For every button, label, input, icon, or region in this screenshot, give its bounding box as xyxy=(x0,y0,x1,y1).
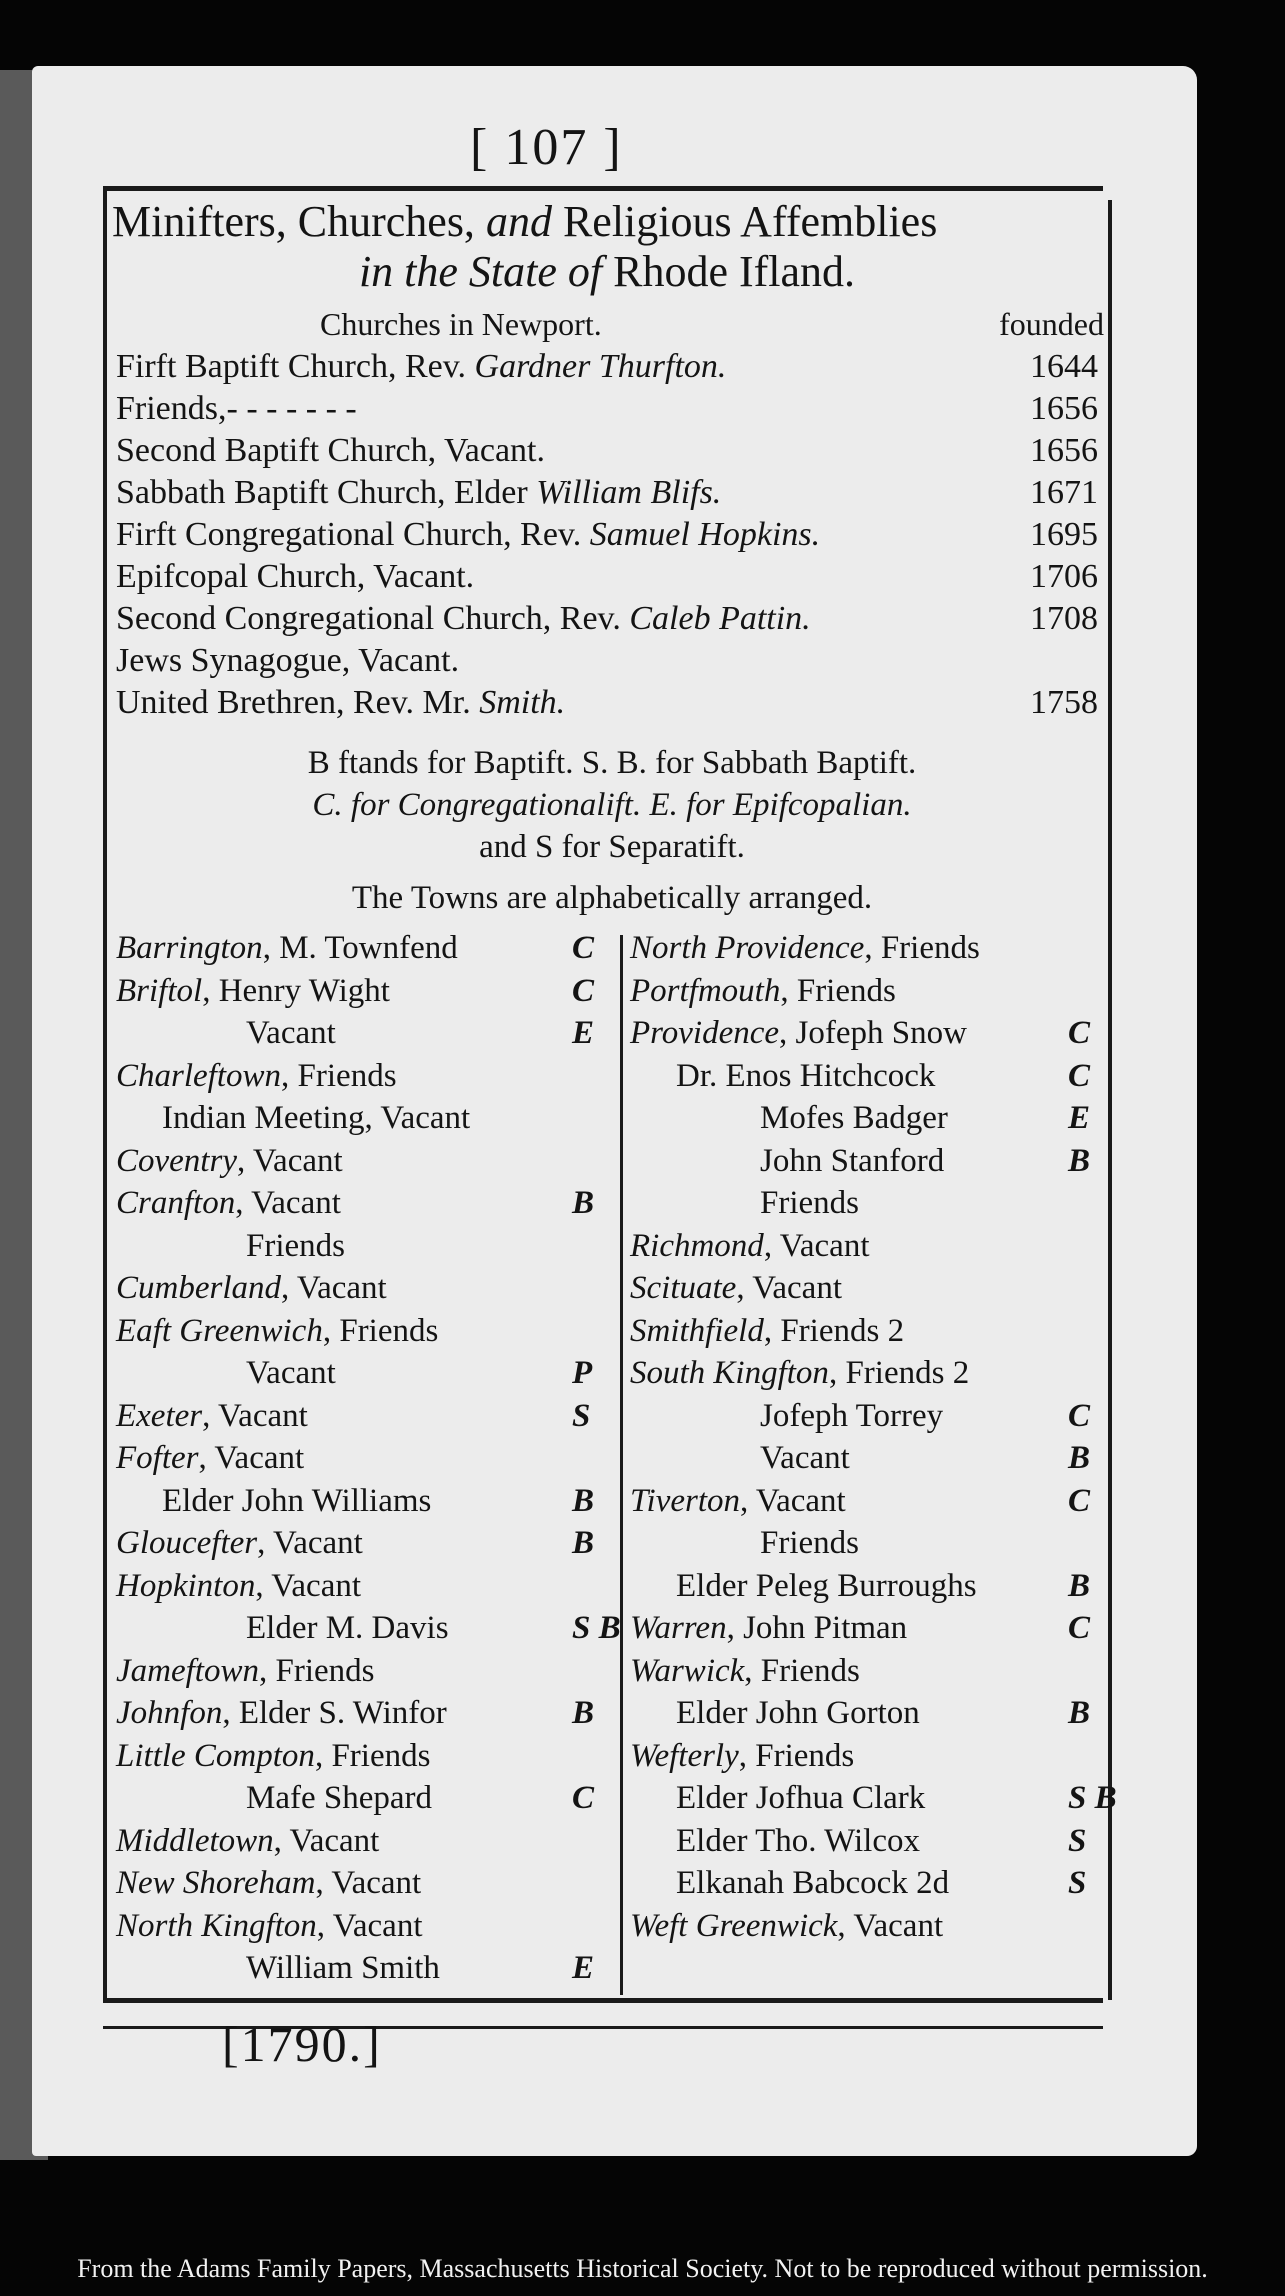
town-minister: Elder John Gorton xyxy=(676,1695,920,1731)
church-founded-year: 1656 xyxy=(1030,432,1098,469)
denomination-code: B xyxy=(572,1695,595,1731)
town-minister: Friends xyxy=(760,1525,859,1561)
town-row xyxy=(760,1440,850,1482)
town-name: North Kingfton xyxy=(116,1907,317,1944)
town-row xyxy=(116,1440,304,1482)
denomination-code: E xyxy=(572,1950,595,1986)
denomination-code: B xyxy=(1068,1695,1091,1731)
church-row xyxy=(116,642,1106,684)
church-name: Firft Congregational Church, Rev. xyxy=(116,516,590,553)
founded-label: founded xyxy=(999,306,1104,342)
town-minister: , Vacant xyxy=(316,1907,423,1944)
denomination-code: C xyxy=(1068,1015,1091,1051)
town-minister: , Friends xyxy=(258,1652,375,1689)
town-minister: , Vacant xyxy=(202,1397,308,1434)
town-row xyxy=(630,1015,967,1057)
town-minister: Elkanah Babcock 2d xyxy=(676,1865,950,1901)
town-name: Exeter xyxy=(116,1397,203,1434)
town-row xyxy=(246,1780,432,1822)
town-minister: , Elder S. Winfor xyxy=(222,1695,447,1731)
town-name: Portfmouth xyxy=(630,972,781,1009)
town-name: Fofter xyxy=(116,1440,199,1476)
town-row xyxy=(116,930,458,972)
town-minister: Vacant xyxy=(246,1015,336,1051)
town-row xyxy=(630,1483,846,1525)
town-minister: , Friends xyxy=(281,1057,397,1094)
town-minister: , M. Townfend xyxy=(262,930,458,966)
town-row xyxy=(630,1228,870,1270)
town-minister: Friends xyxy=(760,1185,859,1221)
town-minister: , Vacant xyxy=(198,1440,305,1476)
town-minister: Friends xyxy=(246,1227,345,1264)
town-row xyxy=(116,1865,421,1907)
denomination-code: B xyxy=(1068,1567,1091,1604)
town-row xyxy=(676,1823,920,1865)
town-minister: , Vacant xyxy=(281,1270,387,1306)
denomination-code: C xyxy=(1068,1610,1091,1646)
town-minister: , Vacant xyxy=(837,1907,944,1944)
town-row xyxy=(116,1143,343,1185)
denomination-code: C xyxy=(572,972,595,1009)
church-name: Epifcopal Church, Vacant. xyxy=(116,558,475,595)
town-row xyxy=(630,930,980,972)
town-name: South Kingfton xyxy=(630,1355,829,1391)
town-name: North Providence xyxy=(630,930,865,966)
town-row xyxy=(630,1270,842,1312)
denomination-code: B xyxy=(572,1525,595,1561)
town-minister: Elder Jofhua Clark xyxy=(676,1780,926,1816)
town-row xyxy=(116,1058,397,1100)
town-name: Warwick xyxy=(630,1652,745,1689)
bottom-rule xyxy=(103,1998,1103,2003)
town-minister: , Vacant xyxy=(315,1865,422,1901)
church-name: Second Congregational Church, Rev. xyxy=(116,600,630,637)
town-minister: William Smith xyxy=(246,1950,440,1986)
footer-year: [1790.] xyxy=(222,2016,382,2072)
town-minister: Indian Meeting, Vacant xyxy=(162,1100,471,1136)
denomination-code: S xyxy=(1068,1865,1087,1901)
town-row xyxy=(162,1100,470,1142)
town-name: Johnfon xyxy=(116,1695,223,1731)
town-name: Little Compton xyxy=(116,1737,315,1774)
church-name: Second Baptift Church, Vacant. xyxy=(116,432,546,469)
church-minister: Samuel Hopkins. xyxy=(589,516,821,553)
town-row xyxy=(162,1483,431,1525)
church-name: Firft Baptift Church, Rev. xyxy=(116,348,475,385)
town-row xyxy=(116,1568,361,1610)
town-minister: Vacant xyxy=(760,1440,850,1476)
town-name: Barrington xyxy=(116,930,263,966)
town-minister: Elder Peleg Burroughs xyxy=(676,1567,977,1604)
column-divider xyxy=(620,935,623,1995)
town-minister: , Friends 2 xyxy=(828,1355,970,1391)
town-row xyxy=(760,1100,948,1142)
town-minister: , Vacant xyxy=(257,1525,363,1561)
town-name: Briftol xyxy=(116,972,203,1009)
town-name: Scituate xyxy=(630,1270,737,1306)
town-minister: , Vacant xyxy=(763,1227,870,1264)
town-minister: Elder John Williams xyxy=(162,1482,432,1519)
church-founded-year: 1706 xyxy=(1030,558,1098,595)
left-rule xyxy=(103,188,107,2000)
town-minister: , Henry Wight xyxy=(202,972,390,1009)
town-row xyxy=(116,1823,379,1865)
denomination-code: E xyxy=(1068,1100,1091,1136)
town-name: Richmond xyxy=(630,1227,764,1264)
town-minister: John Stanford xyxy=(760,1142,945,1179)
town-row xyxy=(630,1610,907,1652)
church-name: Friends, xyxy=(116,390,227,427)
town-row xyxy=(246,1015,336,1057)
town-row xyxy=(630,1313,904,1355)
town-name: Middletown xyxy=(116,1822,274,1859)
town-row xyxy=(676,1780,925,1822)
town-row xyxy=(116,1653,374,1695)
town-name: Cumberland xyxy=(116,1270,281,1306)
legend-line-2: C. for Congregationalift. E. for Epifcopalian. xyxy=(312,787,912,823)
town-row xyxy=(116,1525,363,1567)
church-row xyxy=(116,474,1106,516)
denomination-code: S xyxy=(1068,1822,1087,1859)
town-name: Charleftown xyxy=(116,1057,282,1094)
church-founded-year: 1758 xyxy=(1030,684,1098,721)
town-row xyxy=(246,1355,336,1397)
town-minister: , Vacant xyxy=(273,1822,380,1859)
town-row xyxy=(116,1185,341,1227)
town-minister: , Friends xyxy=(314,1737,431,1774)
town-row xyxy=(676,1695,920,1737)
town-row xyxy=(760,1525,859,1567)
town-row xyxy=(676,1058,935,1100)
town-row xyxy=(630,1355,969,1397)
church-name: United Brethren, Rev. Mr. xyxy=(116,684,480,721)
church-name: Jews Synagogue, Vacant. xyxy=(116,642,460,679)
town-name: Hopkinton xyxy=(116,1567,256,1604)
town-row xyxy=(676,1865,949,1907)
legend-line-1: B ftands for Baptift. S. B. for Sabbath Baptift. xyxy=(307,745,917,781)
town-minister: , Friends xyxy=(744,1652,860,1689)
church-minister: Gardner Thurfton. xyxy=(474,348,727,385)
church-row xyxy=(116,558,1106,600)
town-row xyxy=(246,1610,449,1652)
town-row xyxy=(630,1653,860,1695)
town-name: Gloucefter xyxy=(116,1525,258,1561)
denomination-code: B xyxy=(1068,1142,1091,1179)
church-row xyxy=(116,348,1106,390)
town-minister: , Vacant xyxy=(235,1185,341,1221)
town-minister: , Vacant xyxy=(740,1482,846,1519)
church-minister: - - - - - - - xyxy=(226,390,357,427)
legend-line-4: The Towns are alphabetically arranged. xyxy=(351,880,873,916)
town-row xyxy=(676,1568,977,1610)
town-name: Warren xyxy=(630,1610,727,1646)
town-row xyxy=(116,1313,438,1355)
town-minister: Mafe Shepard xyxy=(246,1780,433,1816)
church-row xyxy=(116,600,1106,642)
town-minister: , Friends xyxy=(738,1737,855,1774)
church-row xyxy=(116,432,1106,474)
church-founded-year: 1644 xyxy=(1030,348,1098,385)
denomination-code: S B xyxy=(1068,1780,1117,1816)
town-row xyxy=(116,1695,447,1737)
page-number: [ 107 ] xyxy=(470,119,623,176)
town-row xyxy=(760,1398,943,1440)
legend-line-3: and S for Separatift. xyxy=(479,829,745,865)
denomination-code: B xyxy=(1068,1440,1091,1476)
top-rule xyxy=(103,186,1103,191)
church-minister: William Blifs. xyxy=(536,474,722,511)
town-minister: , Friends xyxy=(322,1312,439,1349)
denomination-code: P xyxy=(572,1355,593,1391)
town-minister: , Vacant xyxy=(255,1567,362,1604)
denomination-code: B xyxy=(572,1185,595,1221)
town-row xyxy=(116,973,390,1015)
town-row xyxy=(116,1398,308,1440)
town-name: Weft Greenwick xyxy=(630,1907,838,1944)
denomination-code: S xyxy=(572,1397,591,1434)
town-minister: , Vacant xyxy=(236,1142,343,1179)
church-row xyxy=(116,516,1106,558)
church-minister: Smith. xyxy=(479,684,566,721)
town-minister: , Friends xyxy=(780,972,896,1009)
page-title-line1: Minifters, Churches, and Religious Affemblies xyxy=(112,197,938,246)
right-rule xyxy=(1108,200,1112,2000)
page-title-line2: in the State of Rhode Ifland. xyxy=(358,247,856,296)
town-name: Wefterly xyxy=(630,1737,739,1774)
churches-in-newport-label: Churches in Newport. xyxy=(320,306,602,342)
town-name: Coventry xyxy=(116,1142,237,1179)
town-name: New Shoreham xyxy=(116,1865,316,1901)
archive-credit: From the Adams Family Papers, Massachusetts Historical Society. Not to be reproduced without permission. xyxy=(77,2254,1208,2283)
church-founded-year: 1656 xyxy=(1030,390,1098,427)
church-founded-year: 1671 xyxy=(1030,474,1098,511)
church-row xyxy=(116,390,1106,432)
denomination-code: E xyxy=(572,1015,595,1051)
church-name: Sabbath Baptift Church, Elder xyxy=(116,474,537,511)
town-row xyxy=(246,1228,345,1270)
town-minister: , Friends 2 xyxy=(763,1312,905,1349)
town-name: Cranfton xyxy=(116,1185,236,1221)
church-row xyxy=(116,684,1106,726)
denomination-code: C xyxy=(572,1780,595,1816)
denomination-code: C xyxy=(1068,1057,1091,1094)
town-minister: Vacant xyxy=(246,1355,336,1391)
town-row xyxy=(116,1270,387,1312)
town-minister: Jofeph Torrey xyxy=(760,1397,944,1434)
denomination-code: C xyxy=(572,930,595,966)
church-founded-year: 1695 xyxy=(1030,516,1098,553)
town-minister: , John Pitman xyxy=(726,1610,908,1646)
denomination-code: S B xyxy=(572,1610,621,1646)
town-name: Eaft Greenwich xyxy=(116,1312,323,1349)
town-name: Tiverton xyxy=(630,1482,741,1519)
town-minister: Elder M. Davis xyxy=(246,1610,449,1646)
town-row xyxy=(760,1185,859,1227)
denomination-code: B xyxy=(572,1482,595,1519)
town-row xyxy=(630,1908,943,1950)
town-row xyxy=(116,1908,422,1950)
church-founded-year: 1708 xyxy=(1030,600,1098,637)
church-minister: Caleb Pattin. xyxy=(629,600,811,637)
town-row xyxy=(630,1738,854,1780)
town-minister: , Vacant xyxy=(736,1270,842,1306)
town-row xyxy=(246,1950,440,1992)
town-name: Providence xyxy=(630,1015,780,1051)
town-row xyxy=(760,1143,944,1185)
town-row xyxy=(630,973,896,1015)
town-row xyxy=(116,1738,430,1780)
town-name: Jameftown xyxy=(116,1652,259,1689)
town-minister: , Jofeph Snow xyxy=(779,1015,967,1051)
town-name: Smithfield xyxy=(630,1312,764,1349)
town-minister: Elder Tho. Wilcox xyxy=(676,1822,920,1859)
denomination-code: C xyxy=(1068,1397,1091,1434)
town-minister: , Friends xyxy=(864,930,980,966)
town-minister: Mofes Badger xyxy=(760,1100,948,1136)
town-minister: Dr. Enos Hitchcock xyxy=(676,1057,936,1094)
denomination-code: C xyxy=(1068,1482,1091,1519)
